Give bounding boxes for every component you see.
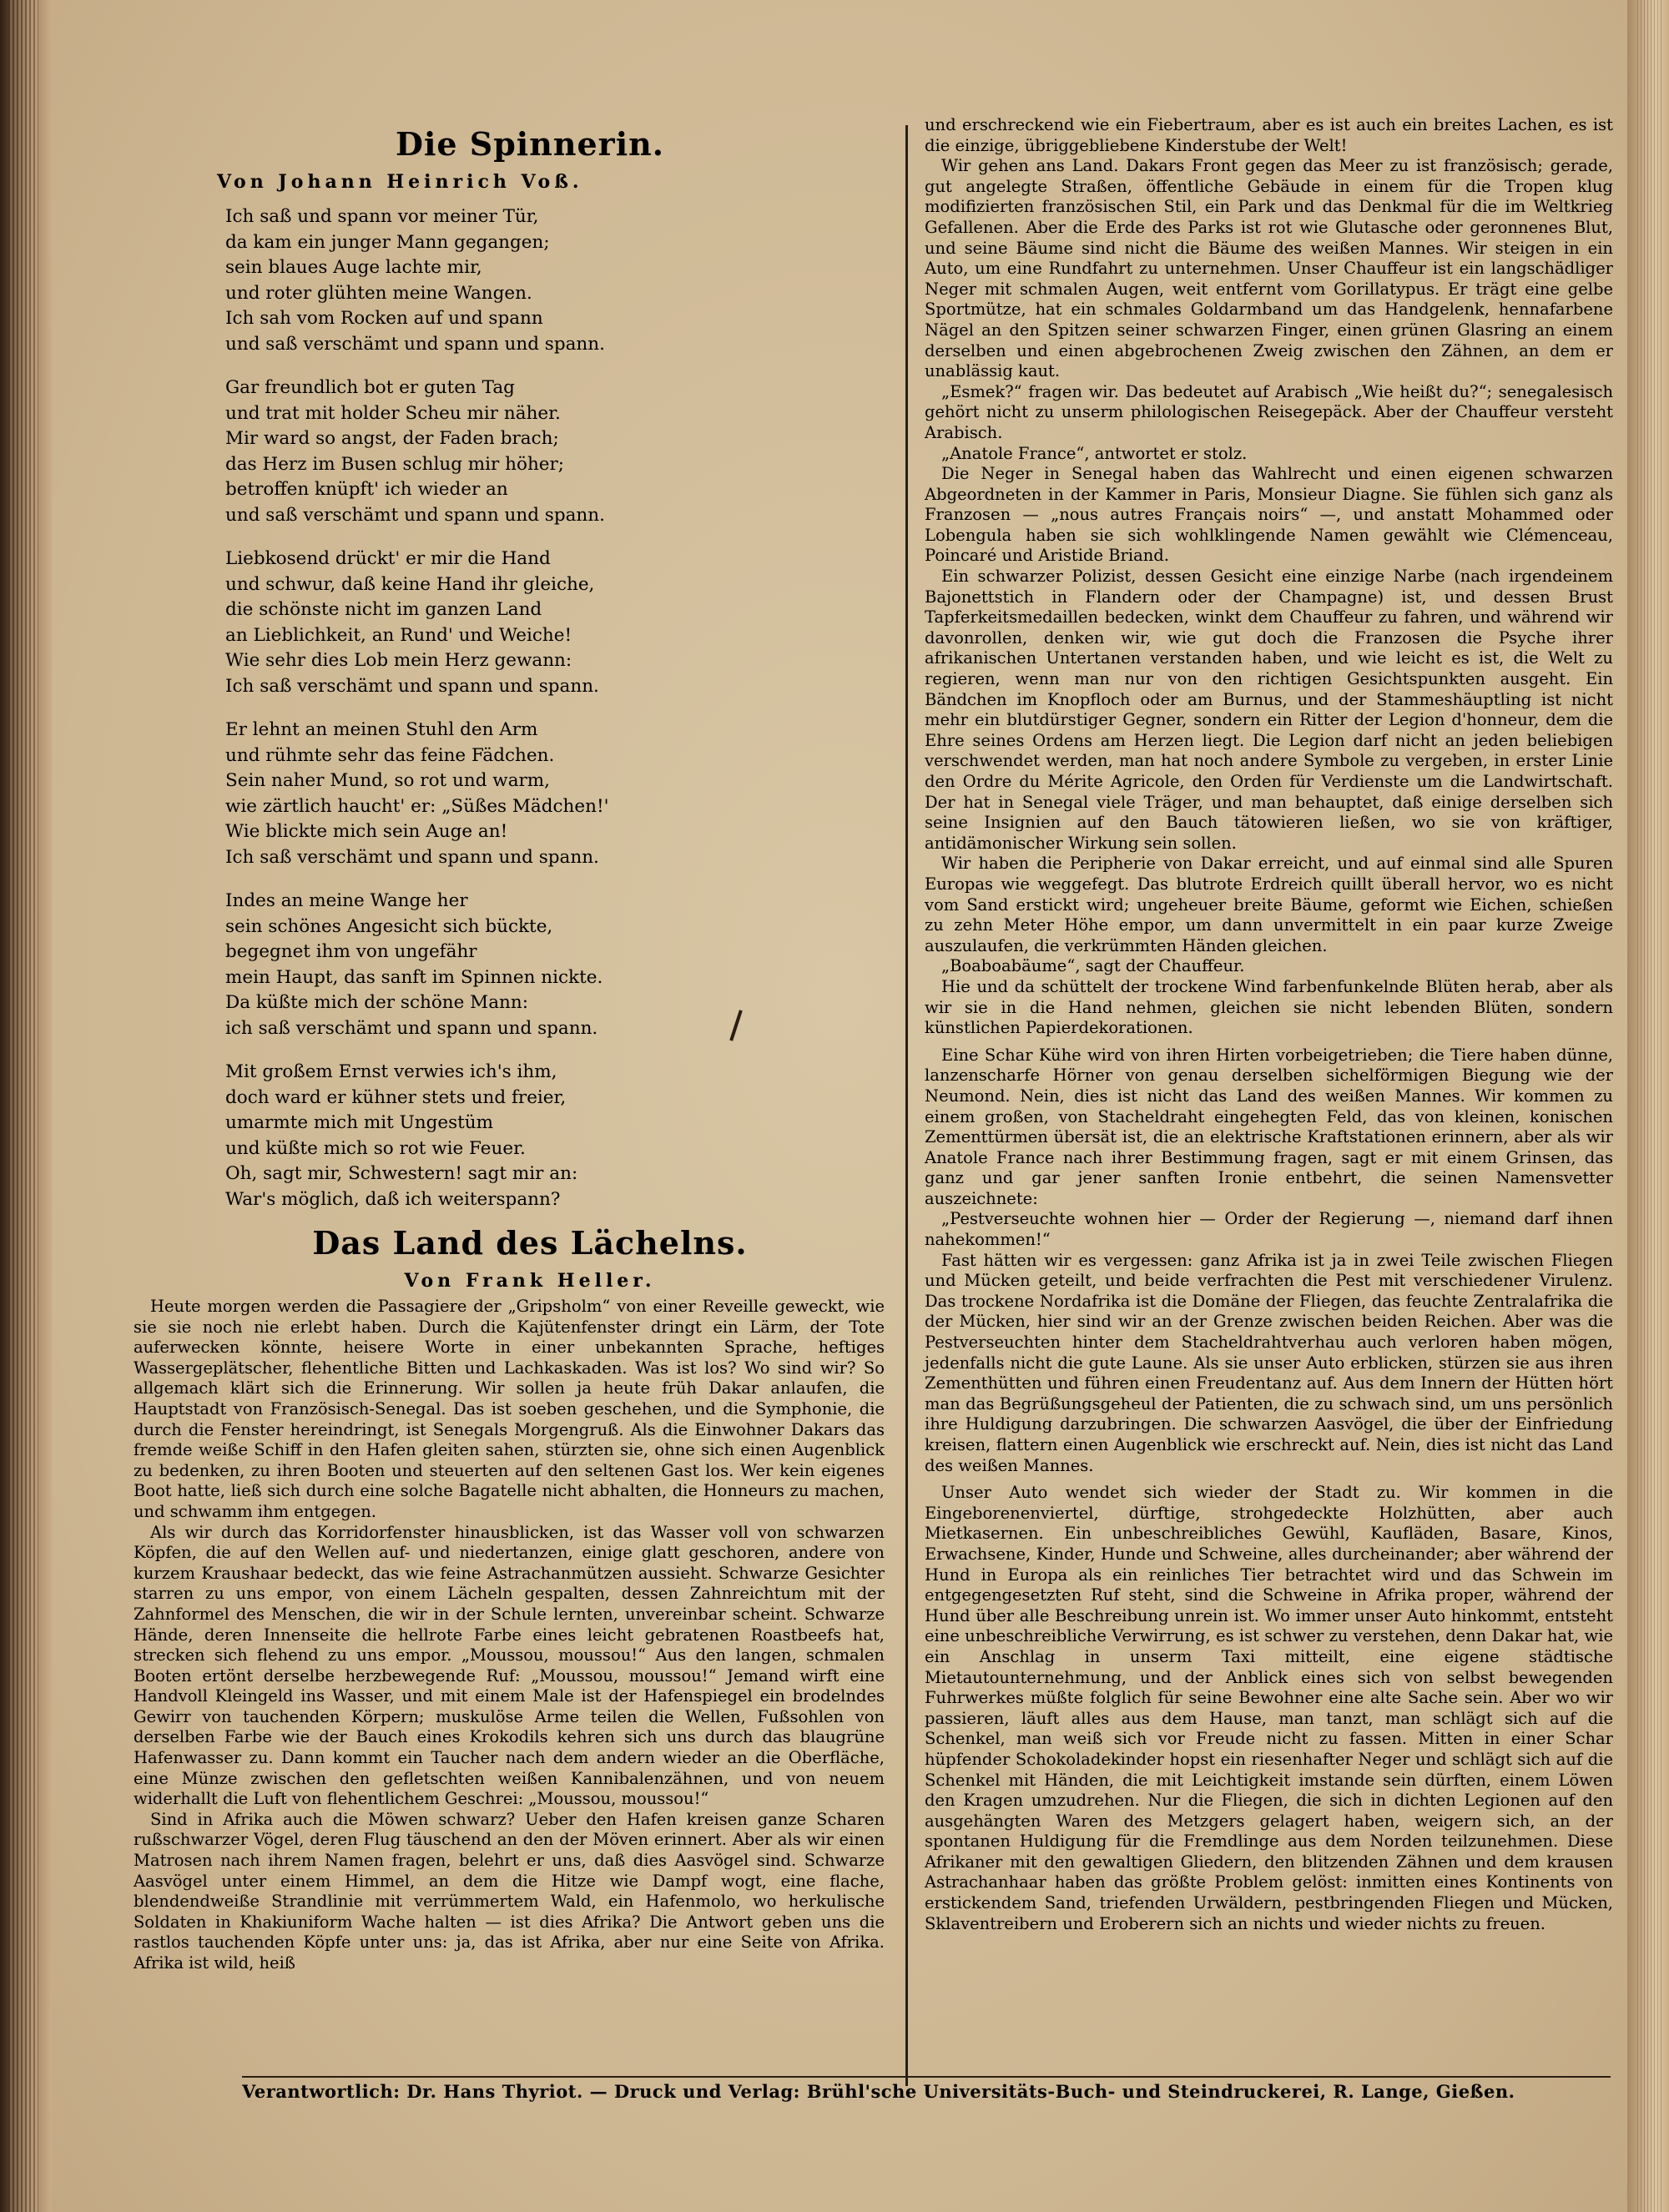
column-divider [905,125,908,2086]
poem-line: und saß verschämt und spann und spann. [225,504,605,526]
article-paragraph: Als wir durch das Korridorfenster hinausblicken, ist das Wasser voll von schwarzen Köpfen, die auf den Wellen auf- und niedertanzen, einige glatt geschoren, andere von kurzem Kraushaar bedeckt, das wie feine Astrachanmützen aussieht. Schwarze Gesichter starren zu uns empor, von einem Lächeln gespalten, dessen Zahnreichtum mit der Zahnformel des Menschen, die wir in der Schule lernten, unvereinbar scheint. Schwarze Hände, deren Innenseite die hellrote Farbe eines leicht gebratenen Roastbeefs hat, strecken sich flehend zu uns empor. „Moussou, moussou!“ Aus den langen, schmalen Booten ertönt derselbe herzbewegende Ruf: „Moussou, moussou!“ Jemand wirft eine Handvoll Kleingeld ins Wasser, und mit einem Male ist der Hafenspiegel ein brodelndes Gewirr von tauchenden Körpern; muskulöse Arme teilen die Wellen, Fußsohlen von derselben Farbe wie der Bauch eines Krokodils kehren sich uns durch das blaugrüne Hafenwasser zu. Dann kommt ein Taucher nach dem andern wieder an die Oberfläche, eine Münze zwischen den gefletschten weißen Kannibalenzähnen, und von neuem widerhallt die Luft von flehentlichem Geschrei: „Moussou, moussou!“ [134,1522,885,1809]
article-paragraph: Ein schwarzer Polizist, dessen Gesicht eine einzige Narbe (nach irgendeinem Bajonettstich in Flandern oder der Champagne) ist, und dessen Brust Tapferkeitsmedaillen bedecken, winkt dem Chauffeur zu fahren, und während wir davonrollen, denken wir, wie gut doch die Franzosen die Psyche ihrer afrikanischen Untertanen verstanden haben, und wie leicht es ist, die Welt zu regieren, wenn man nur von den richtigen Gesichtspunkten ausgeht. Ein Bändchen im Knopfloch oder am Burnus, und der Stammeshäuptling ist nicht mehr ein blutdürstiger Gegner, sondern ein Ritter der Legion d'honneur, dem die Ehre seines Ordens am Herzen liegt. Die Legion darf nicht an jeden beliebigen verschwendet werden, man hat noch andere Symbole zu vergeben, in erster Linie den Ordre du Mérite Agricole, den Orden für Verdienste um die Landwirtschaft. Der hat in Senegal viele Träger, und man behauptet, daß einige derselben sich seine Insignien auf den Bauch tätowieren ließen, wo sie von kräftiger, antidämonischer Wirkung sein sollen. [925,567,1613,853]
poem-line: Oh, sagt mir, Schwestern! sagt mir an: [225,1163,578,1184]
poem-line: sein blaues Auge lachte mir, [225,257,482,278]
poem-body [225,204,885,1212]
poem-line: das Herz im Busen schlug mir höher; [225,453,565,475]
poem-stanza [225,375,885,528]
article-paragraph: und erschreckend wie ein Fiebertraum, aber es ist auch ein breites Lachen, es ist die einzige, übriggebliebene Kinderstube der Welt! [925,115,1613,155]
article-paragraph: Heute morgen werden die Passagiere der „Gripsholm“ von einer Reveille geweckt, wie sie sie noch nie erlebt haben. Durch die Kajütenfenster dringt ein Lärm, der Tote auferwecken könnte, heisere Worte in einer unbekannten Sprache, heftiges Wassergeplätscher, flehentliche Bitten und Lachkaskaden. Was ist los? Wo sind wir? So allgemach klärt sich die Erinnerung. Wir sollen ja heute früh Dakar anlaufen, die Hauptstadt von Französisch-Senegal. Das ist soeben geschehen, und die Symphonie, die durch die Fenster hereindringt, ist Senegals Morgengruß. Als die Einwohner Dakars das fremde weiße Schiff in den Hafen gleiten sahen, stürzten sie, ohne sich einen Augenblick zu bedenken, zu ihren Booten und steuerten auf den seltenen Gast los. Wer kein eigenes Boot hatte, ließ sich durch eine solche Bagatelle nicht abhalten, die Honneurs zu machen, und schwamm ihm entgegen. [134,1297,885,1521]
poem-line: und schwur, daß keine Hand ihr gleiche, [225,573,595,595]
article-paragraph: „Anatole France“, antwortet er stolz. [941,443,1248,463]
poem-line: die schönste nicht im ganzen Land [225,599,542,620]
poem-stanza [225,547,885,699]
article-paragraph: Wir gehen ans Land. Dakars Front gegen das Meer zu ist französisch; gerade, gut angelegte Straßen, öffentliche Gebäude in einem für die Tropen klug modifizierten französischen Stil, ein Park und das Denkmal für die im Weltkrieg Gefallenen. Aber die Erde des Parks ist rot wie Glutasche oder geronnenes Blut, und seine Bäume sind nicht die Bäume des weißen Mannes. Wir steigen in ein Auto, um eine Rundfahrt zu unternehmen. Unser Chauffeur ist ein langschädliger Neger mit schmalen Augen, weit entfernt vom Gorillatypus. Er trägt eine gelbe Sportmütze, hat ein schmales Goldarmband um das Handgelenk, hennafarbene Nägel an den Spitzen seiner schwarzen Finger, einen grünen Glasring an einem derselben und einen abgebrochenen Zweig zwischen den Zähnen, an dem er unablässig kaut. [925,156,1613,381]
poem-line: Ich saß verschämt und spann und spann. [225,846,599,868]
poem-line: War's möglich, daß ich weiterspann? [225,1188,561,1210]
article-title: Das Land des Lächelns. [312,1224,748,1262]
poem-stanza [225,1060,885,1212]
poem-line: da kam ein junger Mann gegangen; [225,231,550,253]
paragraph-gap [925,1039,1613,1046]
poem-line: Da küßte mich der schöne Mann: [225,992,528,1013]
poem-line: mein Haupt, das sanft im Spinnen nickte. [225,966,603,988]
poem-line: Liebkosend drückt' er mir die Hand [225,548,551,569]
paragraph-gap [925,1476,1613,1483]
imprint-footer: Verantwortlich: Dr. Hans Thyriot. — Druck und Verlag: Brühl'sche Universitäts-Buch- und Steindruckerei, R. Lange, Gießen. [242,2081,1515,2102]
poem-line: Indes an meine Wange her [225,890,468,911]
poem-line: betroffen knüpft' ich wieder an [225,479,508,500]
article-paragraph: Die Neger in Senegal haben das Wahlrecht und einen eigenen schwarzen Abgeordneten in der Kammer in Paris, Monsieur Diagne. Sie fühlen sich ganz als Franzosen — „nous autres Français noirs“ —, und anstatt Mohammed oder Lobengula haben sie sich wohlklingende Namen gewählt wie Clémenceau, Poincaré und Aristide Briand. [925,464,1613,566]
poem-line: Sein naher Mund, so rot und warm, [225,770,551,791]
poem-byline: Von Johann Heinrich Voß. [217,171,583,193]
article-paragraph: Fast hätten wir es vergessen: ganz Afrika ist ja in zwei Teile zwischen Fliegen und Mücken geteilt, und beide verfrachten die Pest mit verschiedener Virulenz. Das trockene Nordafrika ist die Domäne der Fliegen, das feuchte Zentralafrika die der Mücken, hier sind wir an der Grenze zwischen beiden Reichen. Aber was die Pestverseuchten hinter dem Stacheldrahtverhau auch verloren haben mögen, jedenfalls nicht die gute Laune. Als sie unser Auto erblicken, stürzen sie aus ihren Zementhütten und führen einen Freudentanz auf. Aus dem Innern der Hütten hört man das Begrüßungsgeheul der Patienten, die zu schwach sind, um uns persönlich ihre Huldigung darzubringen. Die schwarzen Aasvögel, die über der Einfriedung kreisen, flattern einen Augenblick wie erschreckt auf. Nein, dies ist nicht das Land des weißen Mannes. [925,1250,1613,1475]
poem-line: Ich saß und spann vor meiner Tür, [225,206,539,227]
article-paragraph: „Pestverseuchte wohnen hier — Order der Regierung —, niemand darf ihnen nahekommen!“ [925,1209,1613,1250]
poem-line: wie zärtlich haucht' er: „Süßes Mädchen!' [225,795,609,817]
poem-line: Gar freundlich bot er guten Tag [225,377,515,398]
left-column [134,125,885,1974]
poem-line: Mir ward so angst, der Faden brach; [225,428,559,449]
poem-line: umarmte mich mit Ungestüm [225,1112,493,1133]
poem-line: und saß verschämt und spann und spann. [225,333,605,355]
poem-stanza [225,889,885,1041]
poem-stanza [225,204,885,357]
page-edge-texture [1637,0,1662,2212]
poem-line: Wie sehr dies Lob mein Herz gewann: [225,650,572,671]
binding-texture [8,0,38,2212]
poem-line: Mit großem Ernst verwies ich's ihm, [225,1061,557,1082]
right-column [925,115,1613,1934]
article-body-left [134,1297,885,1974]
poem-title: Die Spinnerin. [396,125,664,163]
article-paragraph: „Esmek?“ fragen wir. Das bedeutet auf Arabisch „Wie heißt du?“; senegalesisch gehört nicht zu unserm philologischen Reisegepäck. Aber der Chauffeur versteht Arabisch. [925,381,1613,442]
poem-line: sein schönes Angesicht sich bückte, [225,915,553,937]
footer-rule [242,2076,1611,2078]
poem-line: und trat mit holder Scheu mir näher. [225,402,561,424]
poem-line: Er lehnt an meinen Stuhl den Arm [225,719,538,740]
poem-line: Ich sah vom Rocken auf und spann [225,308,543,329]
poem-line: und rühmte sehr das feine Fädchen. [225,744,555,766]
poem-line: ich saß verschämt und spann und spann. [225,1017,598,1039]
poem-stanza [225,718,885,870]
poem-line: an Lieblichkeit, an Rund' und Weiche! [225,624,572,646]
poem-line: und küßte mich so rot wie Feuer. [225,1137,526,1159]
article-paragraph: „Boaboabäume“, sagt der Chauffeur. [941,956,1245,976]
article-paragraph: Sind in Afrika auch die Möwen schwarz? Ueber den Hafen kreisen ganze Scharen rußschwarzer Vögel, deren Flug täuschend an den der Möven erinnert. Aber als wir einen Matrosen nach ihrem Namen fragen, belehrt er uns, daß dies Aasvögel sind. Schwarze Aasvögel unter einem Himmel, an dem die Hitze wie Dampf wogt, eine flache, blendendweiße Strandlinie mit verrümmertem Wald, ein Hafenmolo, wo herkulische Soldaten in Khakiuniform Wache halten — ist dies Afrika? Die Antwort geben uns die rastlos tauchenden Köpfe unter uns: ja, das ist Afrika, aber nur eine Seite von Afrika. Afrika ist wild, heiß [134,1809,885,1973]
article-paragraph: Wir haben die Peripherie von Dakar erreicht, und auf einmal sind alle Spuren Europas wie weggefegt. Das blutrote Erdreich quillt überall hervor, wo es nicht vom Sand erstickt wird; ungeheuer breite Bäume, geformt wie Eichen, schießen zu zehn Meter Höhe empor, um dann unvermittelt in ein paar kurze Zweige auszulaufen, die verkrümmten Händen gleichen. [925,854,1613,955]
poem-line: und roter glühten meine Wangen. [225,282,532,304]
poem-line: Ich saß verschämt und spann und spann. [225,675,599,697]
article-paragraph: Hie und da schüttelt der trockene Wind farbenfunkelnde Blüten herab, aber als wir sie in die Hand nehmen, gleichen sie nicht lebenden Blüten, sondern künstlichen Papierdekorationen. [925,976,1613,1038]
article-paragraph: Unser Auto wendet sich wieder der Stadt zu. Wir kommen in die Eingeborenenviertel, dürftige, strohgedeckte Holzhütten, aber auch Mietkasernen. Ein unbeschreibliches Gewühl, Kaufläden, Basare, Kinos, Erwachsene, Kinder, Hunde und Schweine, alles durcheinander; aber während der Hund in Europa als ein reinliches Tier betrachtet wird und das Schwein im entgegengesetzten Ruf steht, sind die Schweine in Afrika proper, während der Hund über alle Beschreibung unrein ist. Wo immer unser Auto hinkommt, entsteht eine unbeschreibliche Verwirrung, es ist schwer zu verstehen, denn Dakar hat, wie ein Anschlag in unserm Taxi mitteilt, eine eigene städtische Mietautounternehmung, und der Anblick eines sich von selbst bewegenden Fuhrwerkes müßte folglich für seine Bewohner eine alte Sache sein. Aber wo wir passieren, läuft alles aus dem Hause, man tanzt, man schlägt sich auf die Schenkel, man weiß sich vor Freude nicht zu fassen. Mitten in einer Schar hüpfender Schokoladekinder hopst ein riesenhafter Neger und schlägt sich auf die Schenkel mit Händen, die mit Leichtigkeit imstande sein dürften, einem Löwen den Kragen umzudrehen. Nur die Fliegen, die sich in dichten Legionen auf den ausgehängten Waren des Metzgers gelagert haben, weigern sich, an der spontanen Huldigung für die Fremdlinge aus dem Norden teilzunehmen. Diese Afrikaner mit den gewaltigen Gliedern, den blitzenden Zähnen und dem krausen Astrachanhaar haben das größte Problem gelöst: inmitten eines Kontinents von erstickendem Sand, triefenden Urwäldern, pestbringenden Fliegen und Mücken, Sklaventreibern und Eroberern sich an nichts und wieder nichts zu freuen. [925,1483,1613,1933]
article-byline: Von Frank Heller. [404,1270,656,1292]
article-paragraph: Eine Schar Kühe wird von ihren Hirten vorbeigetrieben; die Tiere haben dünne, lanzenscharfe Hörner von genau derselben sichelförmigen Biegung wie der Neumond. Nein, dies ist nicht das Land des weißen Mannes. Wir kommen zu einem großen, von Stacheldraht eingehegten Feld, das von kleinen, konischen Zementtürmen übersät ist, die an elektrische Kraftstationen erinnern, aber als wir Anatole France nach ihrer Bestimmung fragen, sagt er mit einem Grinsen, das ganz und gar jener sanften Ironie entbehrt, die seinen Namensvetter auszeichnete: [925,1045,1613,1208]
poem-line: begegnet ihm von ungefähr [225,941,477,962]
poem-line: Wie blickte mich sein Auge an! [225,821,508,842]
article-body-right [925,115,1613,1934]
poem-line: doch ward er kühner stets und freier, [225,1086,567,1108]
